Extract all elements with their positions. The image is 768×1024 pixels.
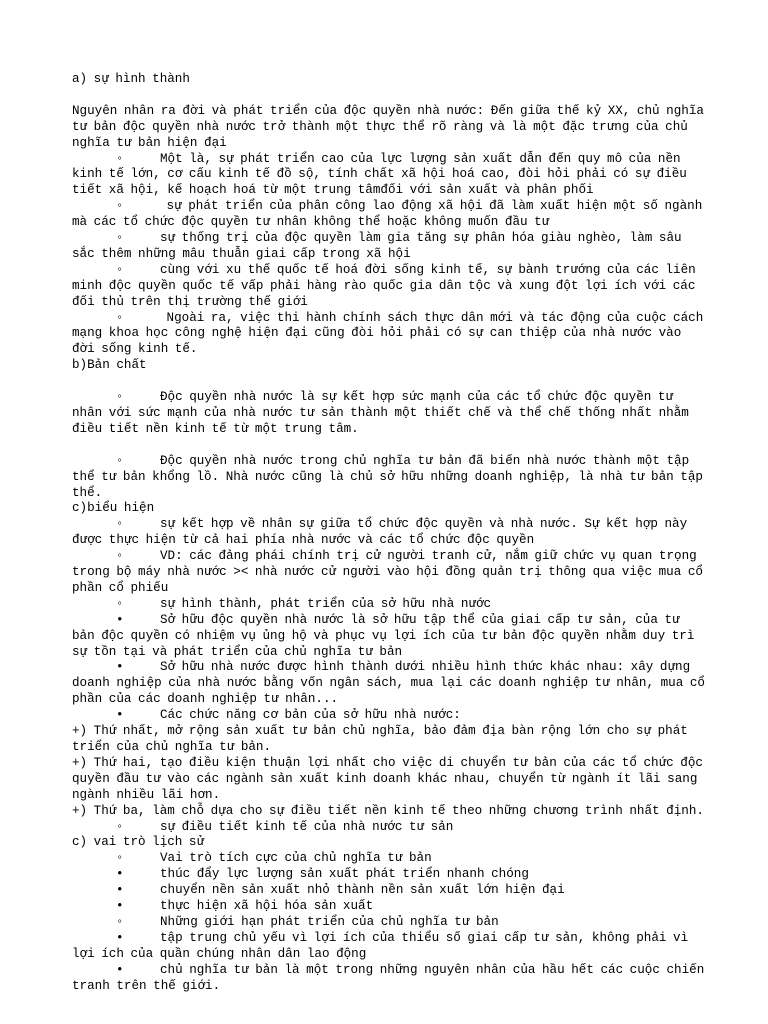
list-item: • Các chức năng cơ bản của sở hữu nhà nước: [72,708,708,724]
open-bullet-icon: ◦ [116,914,124,929]
solid-bullet-icon: • [116,899,124,914]
list-item: ◦ Độc quyền nhà nước là sự kết hợp sức mạnh của các tổ chức độc quyền tư nhân với sức mạnh của nhà nước tư sản thành một thiết chế và thể chế thống nhất nhằm điều tiết nền kinh tế từ một trung tâm. [72,390,689,436]
open-bullet-icon: ◦ [116,851,124,866]
open-bullet-icon: ◦ [116,390,124,405]
solid-bullet-icon: • [116,867,124,882]
section-heading-b: b)Bản chất [72,358,147,373]
solid-bullet-icon: • [116,612,124,627]
paragraph-a-intro: Nguyên nhân ra đời và phát triển của độc quyền nhà nước: Đến giữa thế kỷ XX, chủ nghĩa tư bản độc quyền nhà nước trở thành một thực thể rõ ràng và là một đặc trưng của chủ nghĩa tư bản hiện đại [72,103,704,150]
list-item: ◦ Vai trò tích cực của chủ nghĩa tư bản [72,851,708,867]
solid-bullet-icon: • [116,962,124,977]
list-item: • Sở hữu độc quyền nhà nước là sở hữu tập thể của giai cấp tư sản, của tư bản độc quyền có nhiệm vụ ủng hộ và phục vụ lợi ích của tư bản độc quyền nhằm duy trì sự tồn tại và phát triển của chủ nghĩa tư bản [72,612,695,659]
spacer [72,438,708,454]
list-item: ◦ sự thống trị của độc quyền làm gia tăng sự phân hóa giàu nghèo, làm sâu sắc thêm những mâu thuẫn giai cấp trong xã hội [72,231,682,261]
list-item: • chuyển nền sản xuất nhỏ thành nền sản xuất lớn hiện đại [72,883,708,899]
list-item: • thực hiện xã hội hóa sản xuất [72,899,708,915]
list-item: ◦ Những giới hạn phát triển của chủ nghĩa tư bản [72,915,708,931]
list-item: ◦ Độc quyền nhà nước trong chủ nghĩa tư bản đã biến nhà nước thành một tập thể tư bản khổng lồ. Nhà nước cũng là chủ sở hữu những doanh nghiệp, là nhà tư bản tập thể. [72,453,703,500]
list-item: ◦ cùng với xu thế quốc tế hoá đời sống kinh tế, sự bành trướng của các liên minh độc quyền quốc tế vấp phải hàng rào quốc gia dân tộc và xung đột lợi ích với các đối thủ trên thị trường thế giới [72,262,696,309]
list-item: • thúc đẩy lực lượng sản xuất phát triển nhanh chóng [72,867,708,883]
open-bullet-icon: ◦ [116,453,124,468]
list-item: ◦ Ngoài ra, việc thi hành chính sách thực dân mới và tác động của cuộc cách mạng khoa học công nghệ hiện đại cũng đòi hỏi phải có sự can thiệp của nhà nước vào đời sống kinh tế. [72,310,704,357]
list-item: • chủ nghĩa tư bản là một trong những nguyên nhân của hầu hết các cuộc chiến tranh trên thế giới. [72,962,705,993]
function-item: +) Thứ hai, tạo điều kiện thuận lợi nhất cho việc di chuyển tư bản của các tổ chức độc quyền đầu tư vào các ngành sản xuất kinh doanh khác nhau, chuyển từ ngành ít lãi sang ngành nhiều lãi hơn. [72,755,703,802]
open-bullet-icon: ◦ [116,517,124,532]
open-bullet-icon: ◦ [116,310,124,325]
solid-bullet-icon: • [116,883,124,898]
open-bullet-icon: ◦ [116,596,124,611]
list-item: • tập trung chủ yếu vì lợi ích của thiểu số giai cấp tư sản, không phải vì lợi ích của quần chúng nhân dân lao động [72,930,689,961]
list-item: ◦ VD: các đảng phái chính trị cử người tranh cử, nắm giữ chức vụ quan trọng trong bộ máy nhà nước >< nhà nước cử người vào hội đồng quản trị thông qua việc mua cổ phần cổ phiếu [72,549,703,595]
open-bullet-icon: ◦ [116,819,124,834]
open-bullet-icon: ◦ [116,231,124,246]
list-item: • Sở hữu nhà nước được hình thành dưới nhiều hình thức khác nhau: xây dựng doanh nghiệp của nhà nước bằng vốn ngân sách, mua lại các doanh nghiệp tư nhân, mua cổ phần của các doanh nghiệp tư nhân... [72,660,705,707]
section-heading-c: c)biểu hiện [72,501,155,516]
list-item: ◦ Một là, sự phát triển cao của lực lượng sản xuất dẫn đến quy mô của nền kinh tế lớn, cơ cấu kinh tế đồ sộ, tính chất xã hội hoá cao, đòi hỏi phải có sự điều tiết xã hội, kế hoạch hoá từ một trung tâmđối với sản xuất và phân phối [72,151,687,198]
open-bullet-icon: ◦ [116,199,124,214]
open-bullet-icon: ◦ [116,549,124,564]
solid-bullet-icon: • [116,930,124,945]
function-item: +) Thứ nhất, mở rộng sản xuất tư bản chủ nghĩa, bảo đảm địa bàn rộng lớn cho sự phát triển của chủ nghĩa tư bản. [72,724,688,755]
section-heading-a: a) sự hình thành [72,72,190,86]
document-body [72,72,708,995]
list-item: ◦ sự điều tiết kinh tế của nhà nước tư sản [72,820,708,836]
spacer [72,374,708,390]
spacer [72,88,708,104]
open-bullet-icon: ◦ [116,262,124,277]
solid-bullet-icon: • [116,660,124,675]
list-item: ◦ sự hình thành, phát triển của sở hữu nhà nước [72,597,708,613]
function-item: +) Thứ ba, làm chỗ dựa cho sự điều tiết nền kinh tế theo những chương trình nhất định. [72,803,704,818]
section-heading-d: c) vai trò lịch sử [72,835,205,850]
list-item: ◦ sự phát triển của phân công lao động xã hội đã làm xuất hiện một số ngành mà các tổ chức độc quyền tư nhân không thể hoặc không muốn đầu tư [72,199,703,230]
open-bullet-icon: ◦ [116,151,124,166]
solid-bullet-icon: • [116,708,124,723]
list-item: ◦ sự kết hợp về nhân sự giữa tổ chức độc quyền và nhà nước. Sự kết hợp này được thực hiện từ cả hai phía nhà nước và các tổ chức độc quyền [72,517,688,548]
